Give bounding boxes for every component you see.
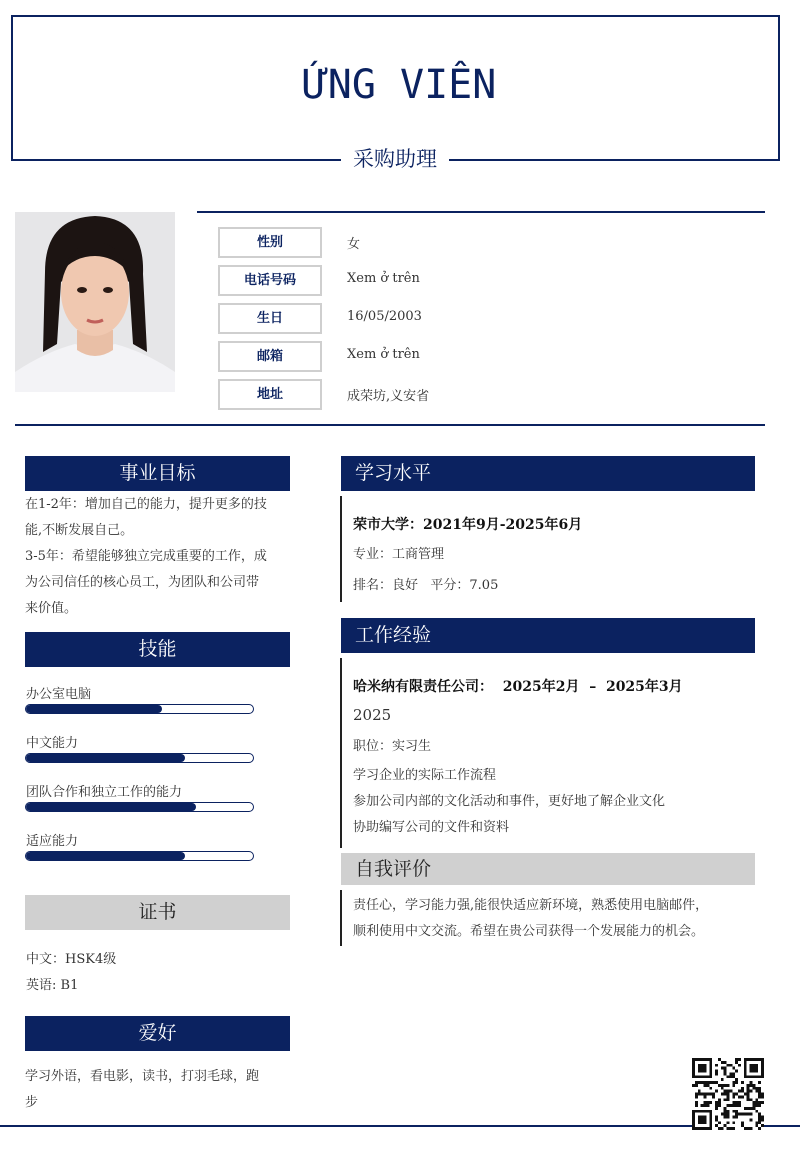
info-value-email: Xem ở trên bbox=[347, 347, 420, 362]
qr-code bbox=[692, 1058, 764, 1130]
work-company: 哈米纳有限责任公司： 2025年2月 – 2025年3月 bbox=[353, 679, 683, 695]
work-accent-bar bbox=[340, 658, 342, 848]
info-label-birthday: 生日 bbox=[218, 303, 322, 334]
skill-name: 中文能力 bbox=[26, 736, 79, 751]
work-task: 参加公司内部的文化活动和事件，更好地了解企业文化 bbox=[353, 794, 666, 809]
career-line: 能,不断发展自己。 bbox=[25, 523, 134, 538]
education-school: 荣市大学：2021年9月-2025年6月 bbox=[353, 517, 583, 533]
info-value-phone: Xem ở trên bbox=[347, 271, 420, 286]
info-label-email: 邮箱 bbox=[218, 341, 322, 372]
self-line: 责任心，学习能力强,能很快适应新环境，熟悉使用电脑邮件， bbox=[353, 898, 709, 913]
subtitle-line-left bbox=[11, 159, 341, 161]
info-label-phone: 电话号码 bbox=[218, 265, 322, 296]
skill-bar-fill bbox=[26, 852, 185, 860]
skill-bar bbox=[25, 851, 254, 861]
career-line: 为公司信任的核心员工，为团队和公司带 bbox=[25, 575, 260, 590]
skill-bar-fill bbox=[26, 803, 196, 811]
skill-bar-fill bbox=[26, 754, 185, 762]
skill-bar bbox=[25, 753, 254, 763]
education-accent-bar bbox=[340, 496, 342, 602]
skill-name: 适应能力 bbox=[26, 834, 79, 849]
work-task: 学习企业的实际工作流程 bbox=[353, 768, 497, 783]
skill-bar bbox=[25, 704, 254, 714]
info-label-address: 地址 bbox=[218, 379, 322, 410]
hobbies-heading: 爱好 bbox=[25, 1016, 290, 1051]
cert-item: 英语: B1 bbox=[26, 978, 79, 993]
self-accent-bar bbox=[340, 890, 342, 946]
career-heading: 事业目标 bbox=[25, 456, 290, 491]
cert-item: 中文：HSK4级 bbox=[26, 952, 117, 967]
skill-name: 团队合作和独立工作的能力 bbox=[26, 785, 183, 800]
hobbies-text bbox=[25, 1064, 297, 1116]
subtitle-line-right bbox=[449, 159, 780, 161]
education-major: 专业：工商管理 bbox=[353, 547, 445, 562]
info-bottom-rule bbox=[15, 424, 765, 426]
info-value-birthday: 16/05/2003 bbox=[347, 309, 422, 324]
skill-bar bbox=[25, 802, 254, 812]
footer-rule bbox=[0, 1125, 800, 1127]
self-line: 顺利使用中文交流。希望在贵公司获得一个发展能力的机会。 bbox=[353, 924, 705, 939]
info-value-gender: 女 bbox=[347, 237, 361, 252]
certs-heading: 证书 bbox=[25, 895, 290, 930]
candidate-name: ỨNG VIÊN bbox=[303, 62, 497, 108]
skill-bar-fill bbox=[26, 705, 162, 713]
job-title: 采购助理 bbox=[341, 143, 449, 175]
skill-name: 办公室电脑 bbox=[26, 687, 92, 702]
education-rank: 排名：良好 平分：7.05 bbox=[353, 578, 499, 593]
info-top-rule bbox=[197, 211, 765, 213]
career-text bbox=[25, 492, 297, 622]
education-heading: 学习水平 bbox=[341, 456, 755, 491]
self-heading: 自我评价 bbox=[341, 853, 755, 885]
self-text bbox=[353, 893, 763, 945]
career-line: 在1-2年：增加自己的能力，提升更多的技 bbox=[25, 497, 267, 512]
info-value-address: 成荣坊,义安省 bbox=[347, 389, 430, 404]
work-year: 2025 bbox=[353, 706, 392, 724]
career-line: 3-5年：希望能够独立完成重要的工作，成 bbox=[25, 549, 267, 564]
work-heading: 工作经验 bbox=[341, 618, 755, 653]
career-line: 来价值。 bbox=[25, 601, 78, 616]
work-task: 协助编写公司的文件和资料 bbox=[353, 820, 510, 835]
hobbies-line: 学习外语，看电影，读书，打羽毛球，跑 bbox=[25, 1069, 260, 1084]
work-role: 职位：实习生 bbox=[353, 739, 432, 754]
profile-photo bbox=[15, 212, 175, 392]
skills-heading: 技能 bbox=[25, 632, 290, 667]
info-label-gender: 性别 bbox=[218, 227, 322, 258]
hobbies-line: 步 bbox=[25, 1095, 39, 1110]
